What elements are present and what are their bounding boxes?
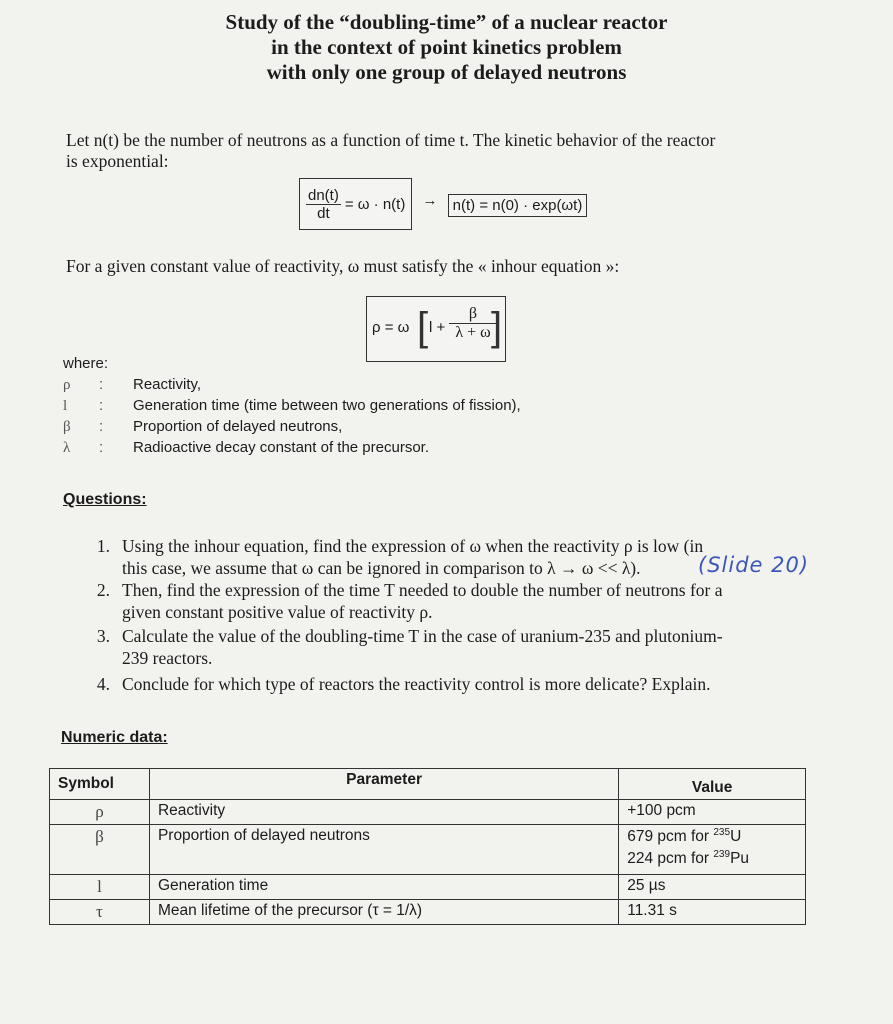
inhour-lhs: ρ = ω (372, 319, 410, 336)
cell-value: 11.31 s (619, 900, 806, 925)
inhour-intro: For a given constant value of reactivity, ω must satisfy the « inhour equation »: (66, 256, 620, 276)
table-row (50, 900, 806, 925)
where-item-rho: ρ : Reactivity, (63, 376, 202, 393)
equation-rhs: = ω · n(t) (344, 195, 406, 213)
cell-parameter: Generation time (149, 875, 618, 900)
cell-value: +100 pcm (619, 800, 806, 825)
cell-symbol: τ (50, 900, 150, 925)
where-item-beta: β : Proportion of delayed neutrons, (63, 418, 343, 435)
cell-symbol: l (50, 875, 150, 900)
title-line-1: Study of the “doubling-time” of a nuclear reactor (225, 10, 668, 34)
arrow-icon: → (422, 192, 438, 209)
document-title (0, 10, 893, 85)
right-bracket: ] (491, 305, 503, 349)
derivative-fraction: $\frac{dn(t)}{dt}$ (308, 186, 339, 222)
where-label: where: (63, 355, 109, 372)
intro-line-1: Let n(t) be the number of neutrons as a function of time t. The kinetic behavior of the reactor (66, 130, 716, 150)
table-row (50, 825, 806, 875)
inhour-l-plus: l + (429, 319, 446, 336)
cell-parameter: Mean lifetime of the precursor (τ = 1/λ) (149, 900, 618, 925)
questions-list: 1. Using the inhour equation, find the expression of ω when the reactivity ρ is low (in this case, we assume that ω can be ignored in comparison to λ → ω << λ). 2. Then, find the expression of the time T needed to double the number of neutrons for a given constant positive value of reactivity ρ. 3. Calculate the value of the doubling-time T in the case of uranium-235 and plutonium- 239 reactors. 4. Conclude for which type of reactors the reactivity control is more delicate? Explain. (96, 536, 723, 694)
header-symbol: Symbol (50, 769, 150, 800)
table-header-row (50, 769, 806, 800)
cell-symbol: ρ (50, 800, 150, 825)
exponential-solution: n(t) = n(0) · exp(ωt) (448, 194, 588, 217)
numeric-data-heading: Numeric data: (61, 729, 168, 746)
cell-parameter: Reactivity (149, 800, 618, 825)
table-row (50, 875, 806, 900)
title-line-3: with only one group of delayed neutrons (266, 60, 627, 84)
table-row (50, 800, 806, 825)
where-list (63, 375, 663, 459)
handwritten-slide-note: (Slide 20) (698, 553, 810, 577)
cell-value: 25 µs (619, 875, 806, 900)
inhour-equation (366, 296, 506, 362)
questions-heading: Questions: (63, 491, 147, 508)
kinetic-equation (299, 178, 587, 230)
numeric-data-table (49, 768, 806, 925)
header-value: Value (619, 769, 806, 800)
where-item-l: l : Generation time (time between two generations of fission), (63, 397, 521, 414)
left-bracket: [ (417, 305, 429, 349)
cell-parameter: Proportion of delayed neutrons (149, 825, 618, 875)
intro-line-2: is exponential: (66, 151, 169, 171)
title-line-2: in the context of point kinetics problem (271, 35, 622, 59)
header-parameter: Parameter (149, 769, 618, 800)
cell-symbol: β (50, 825, 150, 875)
where-item-lambda: λ : Radioactive decay constant of the precursor. (63, 439, 430, 456)
intro-paragraph (66, 130, 826, 172)
cell-value: 679 pcm for $^{235}$U 224 pcm for $^{239}$Pu (619, 825, 806, 875)
inhour-fraction: $\frac{\beta}{\lambda + \omega}$ (449, 305, 497, 342)
